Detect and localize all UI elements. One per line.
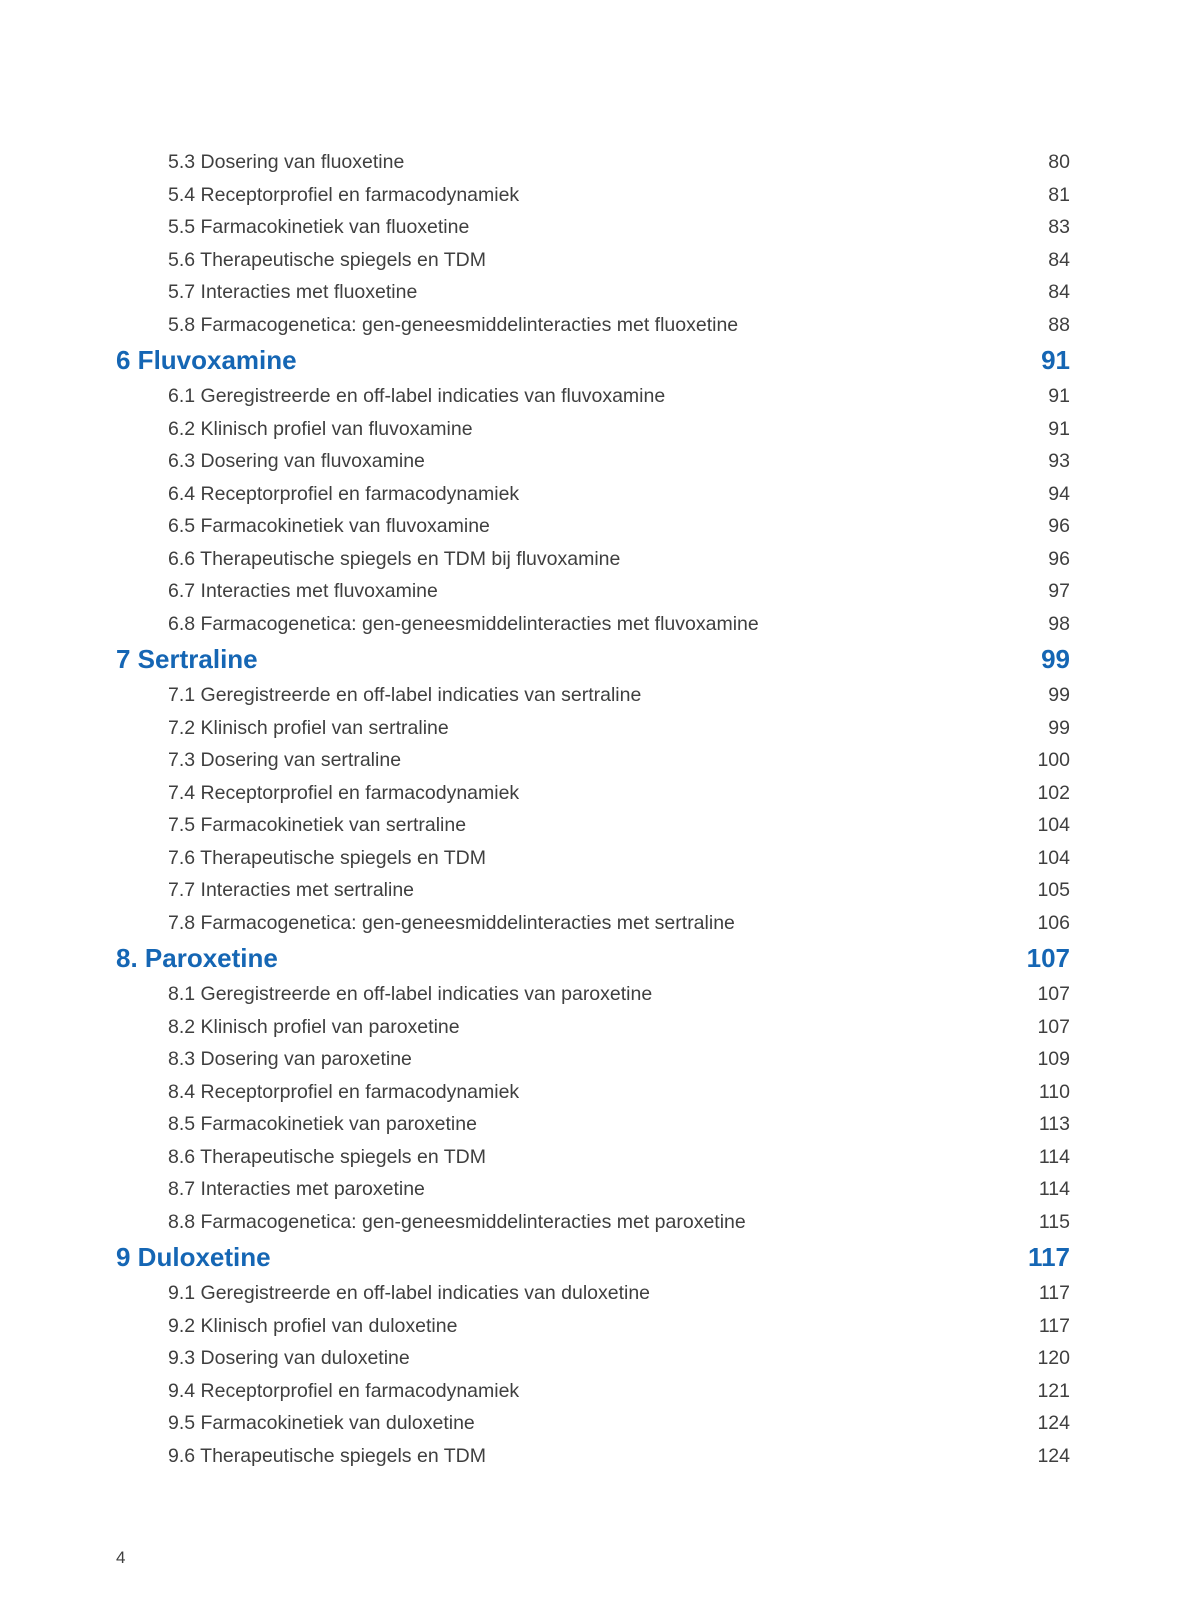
toc-page-number: 106	[1037, 911, 1070, 934]
toc-section-title: 9.4 Receptorprofiel en farmacodynamiek	[168, 1379, 520, 1402]
toc-section-entry[interactable]	[0, 575, 1200, 608]
toc-chapter-title: 6 Fluvoxamine	[116, 345, 297, 375]
toc-section-entry[interactable]	[0, 543, 1200, 576]
toc-section-title: 6.4 Receptorprofiel en farmacodynamiek	[168, 482, 520, 505]
toc-page-number: 115	[1038, 1210, 1070, 1233]
toc-page-number: 81	[1048, 183, 1070, 206]
toc-section-entry[interactable]	[0, 179, 1200, 212]
toc-section-entry[interactable]	[0, 777, 1200, 810]
toc-section-entry[interactable]	[0, 1342, 1200, 1375]
toc-page-number: 96	[1048, 547, 1070, 570]
toc-section-title: 6.8 Farmacogenetica: gen-geneesmiddelinteracties met fluvoxamine	[168, 612, 759, 635]
toc-section-title: 5.8 Farmacogenetica: gen-geneesmiddelinteracties met fluoxetine	[168, 313, 739, 336]
toc-section-entry[interactable]	[0, 1076, 1200, 1109]
toc-section-entry[interactable]	[0, 907, 1200, 940]
toc-page-number: 104	[1037, 814, 1070, 836]
toc-section-title: 9.6 Therapeutische spiegels en TDM	[168, 1444, 486, 1467]
toc-section-entry[interactable]	[0, 1407, 1200, 1440]
toc-section-entry[interactable]	[0, 510, 1200, 543]
toc-section-entry[interactable]	[0, 211, 1200, 244]
toc-section-title: 5.4 Receptorprofiel en farmacodynamiek	[168, 183, 520, 206]
toc-page-number: 99	[1048, 684, 1070, 706]
toc-chapter-entry[interactable]	[0, 341, 1200, 380]
toc-page-number: 124	[1037, 1444, 1070, 1467]
toc-section-title: 7.6 Therapeutische spiegels en TDM	[168, 846, 486, 869]
toc-section-title: 8.4 Receptorprofiel en farmacodynamiek	[168, 1080, 520, 1103]
toc-page-number: 113	[1038, 1113, 1070, 1135]
toc-page-number: 94	[1048, 482, 1070, 505]
toc-section-title: 8.2 Klinisch profiel van paroxetine	[168, 1015, 460, 1038]
table-of-contents	[0, 146, 1200, 1472]
toc-page-number: 84	[1048, 281, 1070, 303]
toc-section-entry[interactable]	[0, 478, 1200, 511]
toc-section-entry[interactable]	[0, 244, 1200, 277]
toc-section-entry[interactable]	[0, 445, 1200, 478]
toc-section-entry[interactable]	[0, 679, 1200, 712]
toc-section-title: 9.2 Klinisch profiel van duloxetine	[168, 1314, 458, 1337]
page-number: 4	[116, 1548, 126, 1567]
toc-section-entry[interactable]	[0, 1173, 1200, 1206]
toc-section-entry[interactable]	[0, 1206, 1200, 1239]
toc-section-entry[interactable]	[0, 309, 1200, 342]
toc-section-title: 9.3 Dosering van duloxetine	[168, 1347, 410, 1369]
toc-chapter-entry[interactable]	[0, 939, 1200, 978]
toc-section-entry[interactable]	[0, 1141, 1200, 1174]
toc-page-number: 84	[1048, 248, 1070, 271]
toc-section-entry[interactable]	[0, 712, 1200, 745]
toc-section-title: 6.2 Klinisch profiel van fluvoxamine	[168, 417, 473, 440]
toc-section-title: 5.7 Interacties met fluoxetine	[168, 281, 418, 303]
toc-section-entry[interactable]	[0, 608, 1200, 641]
toc-section-title: 8.3 Dosering van paroxetine	[168, 1048, 412, 1070]
toc-section-entry[interactable]	[0, 744, 1200, 777]
toc-section-title: 7.3 Dosering van sertraline	[168, 749, 402, 771]
toc-section-title: 8.8 Farmacogenetica: gen-geneesmiddelinteracties met paroxetine	[168, 1210, 746, 1233]
toc-section-entry[interactable]	[0, 842, 1200, 875]
toc-page-number: 97	[1048, 580, 1070, 602]
toc-section-entry[interactable]	[0, 874, 1200, 907]
toc-section-entry[interactable]	[0, 1043, 1200, 1076]
toc-section-entry[interactable]	[0, 1277, 1200, 1310]
toc-section-entry[interactable]	[0, 146, 1200, 179]
toc-page-number: 107	[1026, 943, 1070, 973]
toc-section-title: 9.5 Farmacokinetiek van duloxetine	[168, 1412, 475, 1434]
toc-page-number: 80	[1048, 151, 1070, 173]
toc-page-number: 91	[1041, 345, 1070, 375]
toc-page-number: 100	[1037, 749, 1070, 771]
toc-section-title: 6.7 Interacties met fluvoxamine	[168, 580, 438, 602]
toc-section-entry[interactable]	[0, 809, 1200, 842]
toc-section-title: 7.7 Interacties met sertraline	[168, 879, 415, 901]
toc-page-number: 117	[1038, 1314, 1070, 1337]
toc-section-title: 8.1 Geregistreerde en off-label indicaties van paroxetine	[168, 983, 653, 1005]
toc-page-number: 107	[1037, 1015, 1070, 1038]
toc-page-number: 124	[1037, 1412, 1070, 1434]
toc-section-title: 6.3 Dosering van fluvoxamine	[168, 450, 425, 472]
toc-section-title: 8.7 Interacties met paroxetine	[168, 1178, 425, 1200]
toc-page-number: 91	[1048, 385, 1070, 407]
toc-section-entry[interactable]	[0, 1375, 1200, 1408]
toc-section-title: 7.8 Farmacogenetica: gen-geneesmiddelinteracties met sertraline	[168, 911, 735, 934]
toc-page-number: 114	[1038, 1178, 1070, 1200]
toc-section-entry[interactable]	[0, 1011, 1200, 1044]
toc-page-number: 99	[1041, 644, 1070, 674]
toc-section-title: 6.5 Farmacokinetiek van fluvoxamine	[168, 515, 490, 537]
toc-chapter-title: 8. Paroxetine	[116, 943, 278, 973]
toc-section-title: 7.2 Klinisch profiel van sertraline	[168, 716, 449, 739]
toc-page-number: 93	[1048, 450, 1070, 472]
toc-section-entry[interactable]	[0, 276, 1200, 309]
toc-page-number: 120	[1037, 1347, 1070, 1369]
toc-page-number: 98	[1048, 612, 1070, 635]
toc-section-title: 5.5 Farmacokinetiek van fluoxetine	[168, 216, 470, 238]
toc-page-number: 83	[1048, 216, 1070, 238]
toc-page-number: 107	[1037, 983, 1070, 1005]
toc-section-title: 6.6 Therapeutische spiegels en TDM bij fluvoxamine	[168, 547, 621, 570]
toc-section-title: 6.1 Geregistreerde en off-label indicaties van fluvoxamine	[168, 385, 666, 407]
toc-chapter-entry[interactable]	[0, 1238, 1200, 1277]
toc-section-entry[interactable]	[0, 413, 1200, 446]
toc-section-title: 7.5 Farmacokinetiek van sertraline	[168, 814, 467, 836]
toc-page-number: 104	[1037, 846, 1070, 869]
toc-page-number: 117	[1038, 1282, 1070, 1304]
toc-page-number: 102	[1037, 781, 1070, 804]
toc-section-entry[interactable]	[0, 1108, 1200, 1141]
toc-page-number: 109	[1037, 1048, 1070, 1070]
toc-page-number: 117	[1028, 1242, 1070, 1272]
toc-page-number: 96	[1048, 515, 1070, 537]
toc-section-title: 8.5 Farmacokinetiek van paroxetine	[168, 1113, 477, 1135]
toc-section-entry[interactable]	[0, 380, 1200, 413]
toc-chapter-title: 9 Duloxetine	[116, 1242, 271, 1272]
toc-section-title: 7.1 Geregistreerde en off-label indicaties van sertraline	[168, 684, 642, 706]
toc-page-number: 88	[1048, 313, 1070, 336]
toc-section-entry[interactable]	[0, 978, 1200, 1011]
toc-section-entry[interactable]	[0, 1440, 1200, 1473]
toc-chapter-title: 7 Sertraline	[116, 644, 258, 674]
toc-chapter-entry[interactable]	[0, 640, 1200, 679]
toc-section-title: 8.6 Therapeutische spiegels en TDM	[168, 1145, 486, 1168]
toc-section-title: 5.3 Dosering van fluoxetine	[168, 151, 405, 173]
toc-section-entry[interactable]	[0, 1310, 1200, 1343]
toc-section-title: 5.6 Therapeutische spiegels en TDM	[168, 248, 486, 271]
toc-page-number: 105	[1037, 879, 1070, 901]
toc-page-number: 121	[1037, 1379, 1070, 1402]
toc-page-number: 91	[1048, 417, 1070, 440]
toc-section-title: 7.4 Receptorprofiel en farmacodynamiek	[168, 781, 520, 804]
toc-section-title: 9.1 Geregistreerde en off-label indicaties van duloxetine	[168, 1282, 651, 1304]
toc-page-number: 110	[1038, 1080, 1070, 1103]
toc-page-number: 114	[1038, 1145, 1070, 1168]
toc-page-number: 99	[1048, 716, 1070, 739]
